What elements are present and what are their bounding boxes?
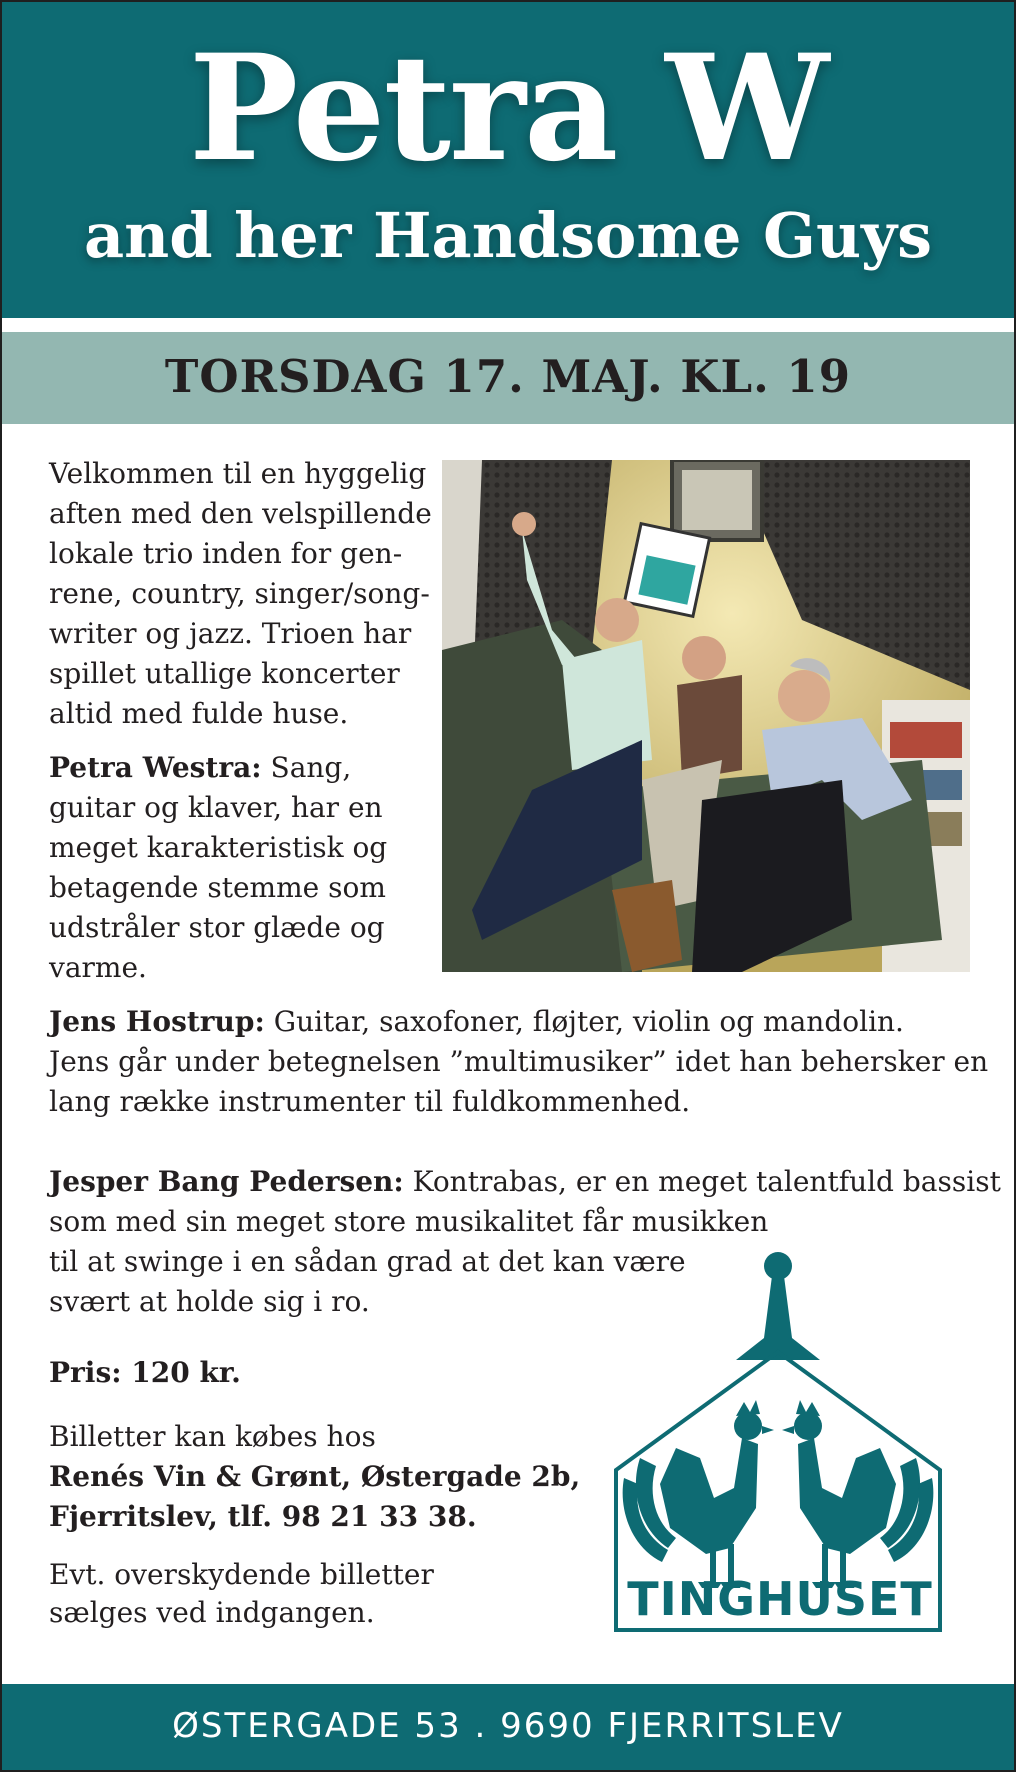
petra-role: Sang, (261, 751, 352, 784)
petra-line: meget karakteristisk og (49, 831, 388, 864)
jens-line: lang række instrumenter til fuldkommenhed. (49, 1085, 691, 1118)
intro-line: lokale trio inden for gen- (49, 537, 403, 570)
petra-paragraph (49, 748, 387, 988)
jesper-role: Kontrabas, er en meget talentfuld bassist (403, 1165, 1001, 1198)
footer-address: ØSTERGADE 53 . 9690 FJERRITSLEV (172, 1706, 844, 1746)
band-photo-illustration (442, 460, 970, 972)
ticket-shop-line: Fjerritslev, tlf. 98 21 33 38. (49, 1500, 477, 1533)
petra-line: varme. (49, 951, 147, 984)
jesper-name: Jesper Bang Pedersen: (49, 1165, 404, 1198)
price-block (49, 1353, 241, 1393)
intro-line: writer og jazz. Trioen har (49, 617, 412, 650)
ticket-shop-line: Renés Vin & Grønt, Østergade 2b, (49, 1460, 581, 1493)
petra-line: betagende stemme som (49, 871, 386, 904)
intro-line: rene, country, singer/song- (49, 577, 430, 610)
intro-line: aften med den velspillende (49, 497, 432, 530)
jens-role: Guitar, saxofoner, fløjter, violin og mandolin. (264, 1005, 904, 1038)
ticket-info (49, 1417, 580, 1537)
jens-paragraph (49, 1002, 988, 1122)
jesper-line: svært at holde sig i ro. (49, 1285, 370, 1318)
petra-line: guitar og klaver, har en (49, 791, 383, 824)
jesper-line: til at swinge i en sådan grad at det kan være (49, 1245, 686, 1278)
intro-line: altid med fulde huse. (49, 697, 349, 730)
ticket-price: Pris: 120 kr. (49, 1356, 241, 1389)
ticket-extra (49, 1556, 434, 1632)
jens-line: Jens går under betegnelsen ”multimusiker” idet han behersker en (49, 1045, 989, 1078)
jesper-line: som med sin meget store musikalitet får musikken (49, 1205, 769, 1238)
band-photo (442, 460, 970, 972)
poster-title: Petra W (188, 23, 828, 194)
petra-name: Petra Westra: (49, 751, 262, 784)
jens-name: Jens Hostrup: (49, 1005, 265, 1038)
logo-label: TINGHUSET (627, 1572, 933, 1626)
ticket-extra-line: sælges ved indgangen. (49, 1596, 375, 1629)
intro-line: Velkommen til en hyggelig (49, 457, 427, 490)
event-date: TORSDAG 17. MAJ. KL. 19 (164, 350, 852, 403)
intro-paragraph (49, 454, 432, 734)
petra-line: udstråler stor glæde og (49, 911, 385, 944)
poster-subtitle: and her Handsome Guys (84, 199, 932, 272)
ticket-intro: Billetter kan købes hos (49, 1420, 376, 1453)
intro-line: spillet utallige koncerter (49, 657, 400, 690)
ticket-extra-line: Evt. overskydende billetter (49, 1558, 434, 1591)
